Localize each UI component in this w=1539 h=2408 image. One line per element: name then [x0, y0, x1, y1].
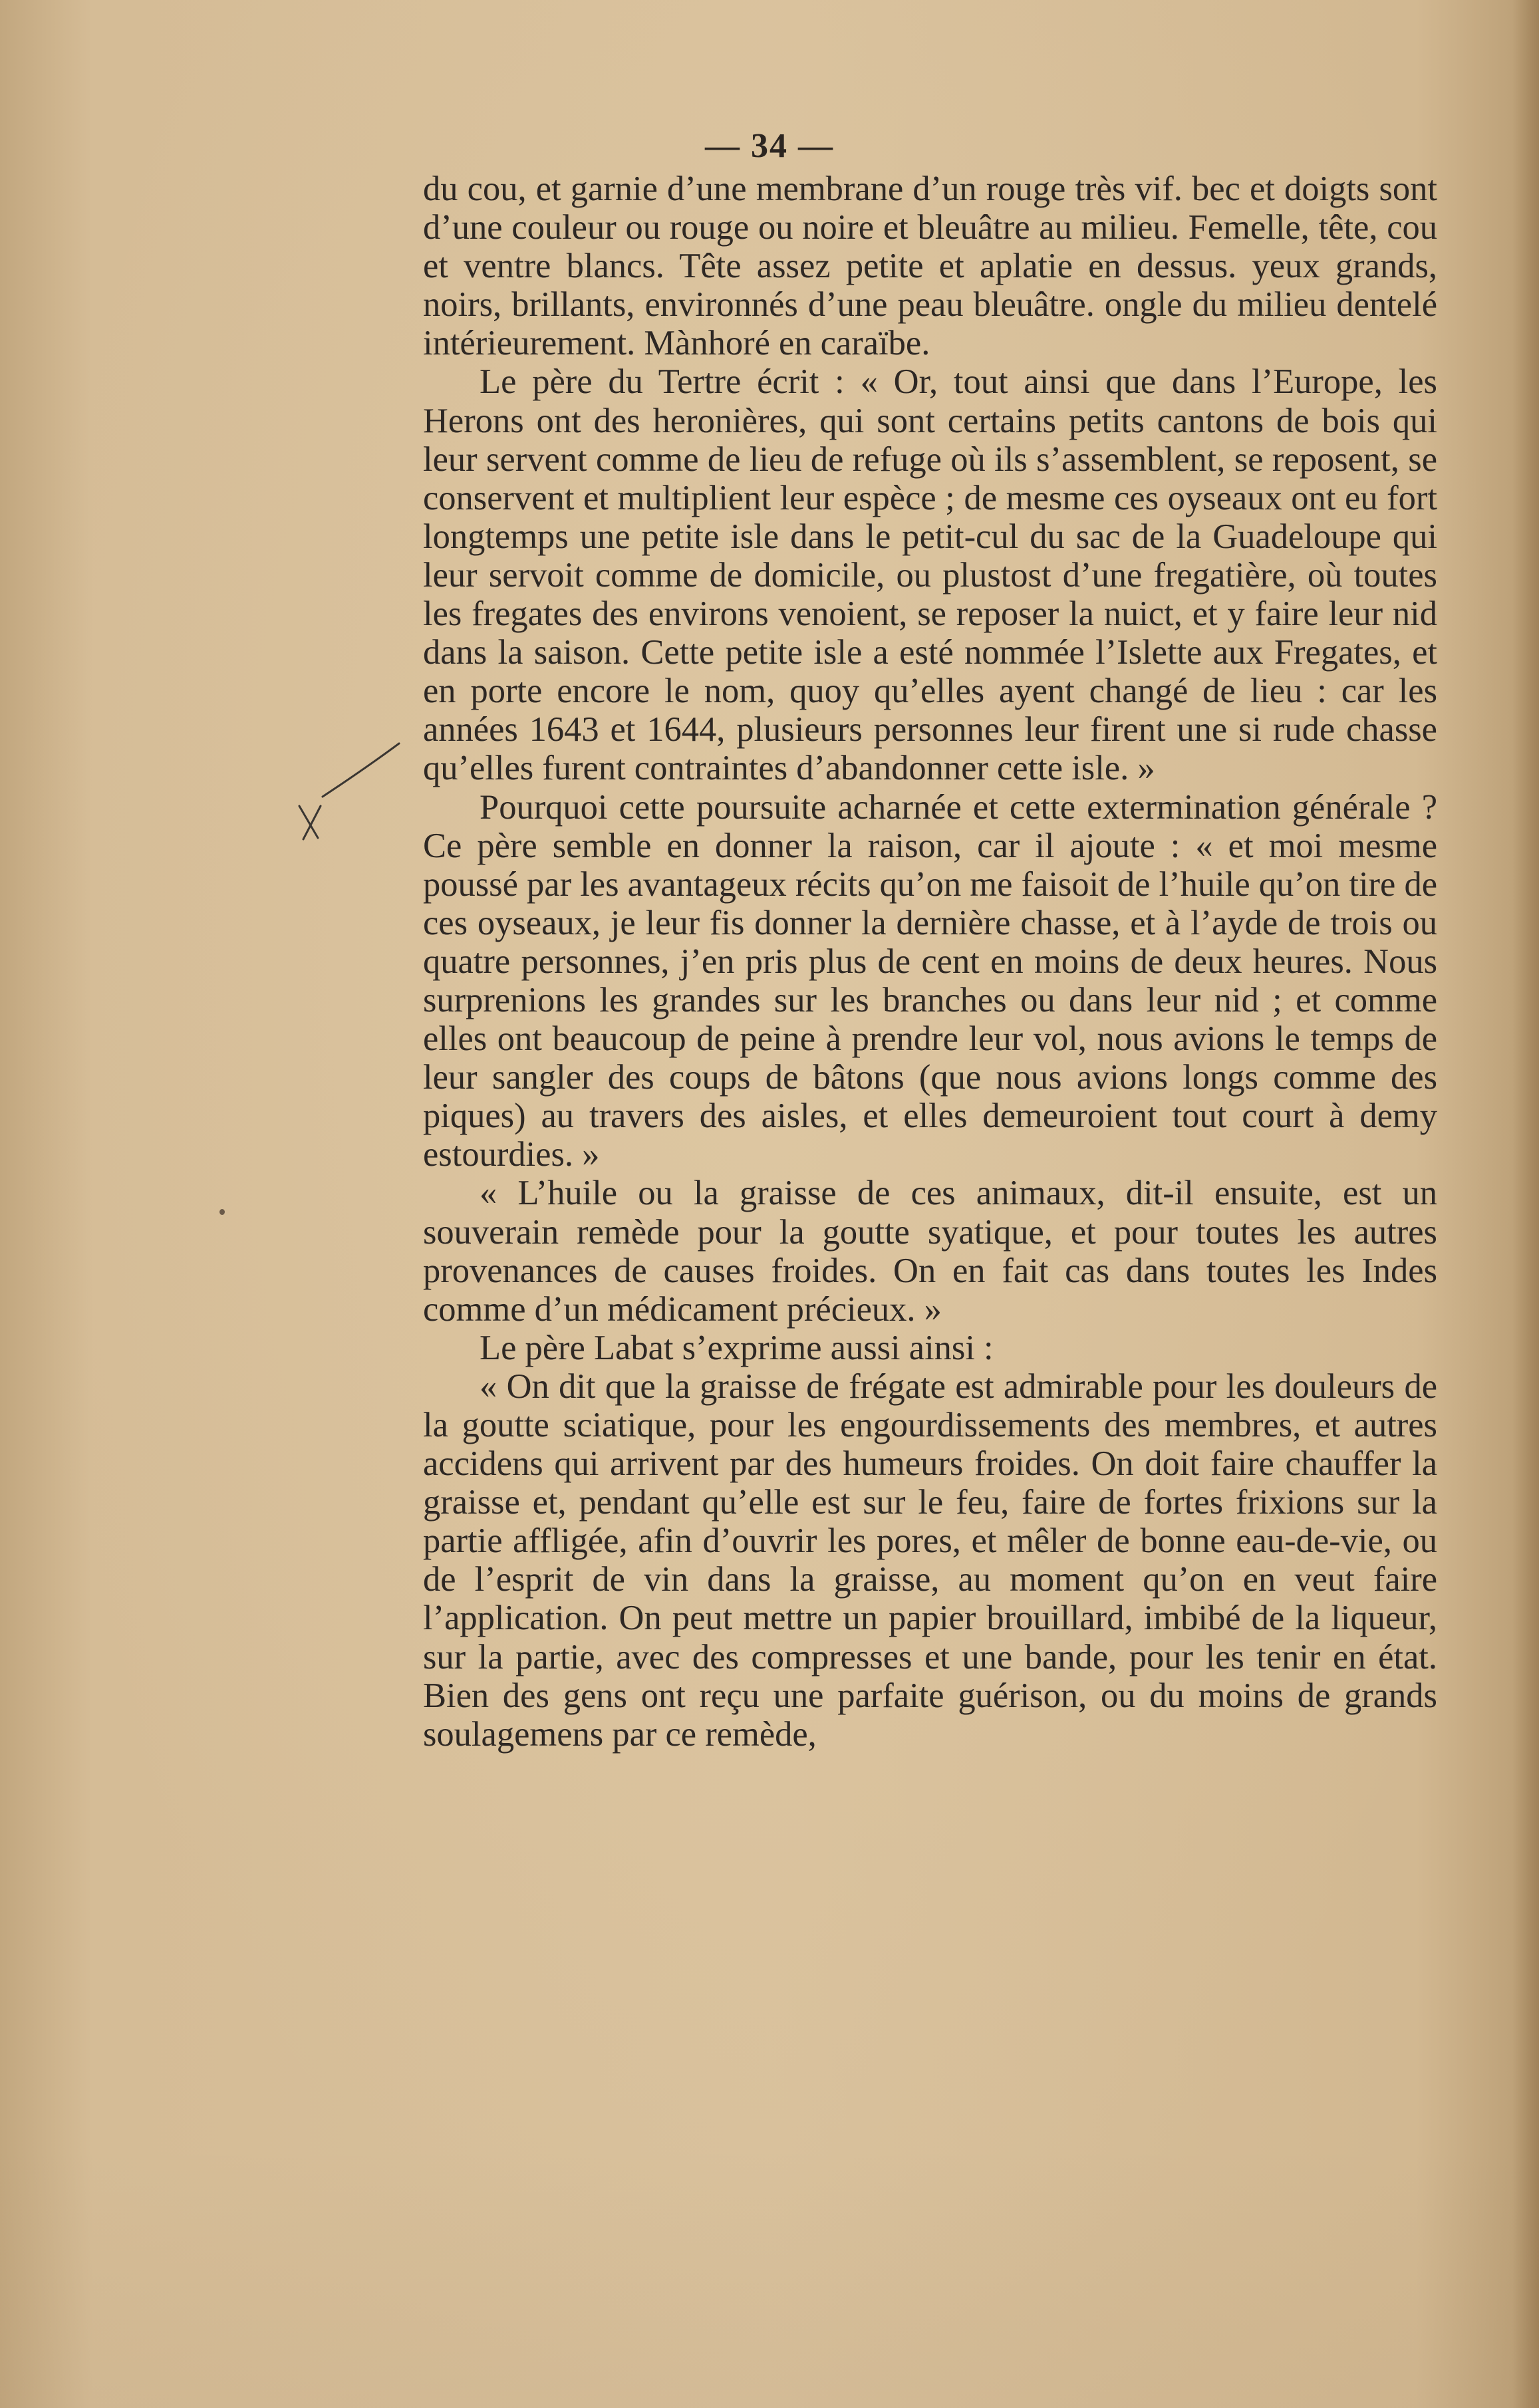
page-number: — 34 — [705, 127, 834, 165]
paragraph-6: « On dit que la graisse de frégate est admirable pour les douleurs de la goutte sciatique, pour les engourdissements des membres, et autres accidens qui arrivent par des humeurs froides. On doit faire chauffer la graisse et, pendant qu’elle est sur le feu, faire de fortes frixions sur la partie affligée, afin d’ouvrir les pores, et mêler de bonne eau-de-vie, ou de l’esprit de vin dans la graisse, au moment qu’on en veut faire l’application. On peut mettre un papier brouillard, imbibé de la liqueur, sur la partie, avec des compresses et une bande, pour les tenir en état. Bien des gens ont reçu une parfaite guérison, ou du moins de grands soulagemens par ce remède, [423, 1367, 1437, 1754]
paragraph-3: Pourquoi cette poursuite acharnée et cette extermination générale ? Ce père semble en donner la raison, car il ajoute : « et moi mesme poussé par les avantageux récits qu’on me faisoit de l’huile qu’on tire de ces oyseaux, je leur fis donner la dernière chasse, et à l’ayde de trois ou quatre personnes, j’en pris plus de cent en moins de deux heures. Nous surprenions les grandes sur les branches ou dans leur nid ; et comme elles ont beaucoup de peine à prendre leur vol, nous avions le temps de leur sangler des coups de bâtons (que nous avions longs comme des piques) au travers des aisles, et elles demeuroient tout court à demy estourdies. » [423, 787, 1437, 1174]
paragraph-4: « L’huile ou la graisse de ces animaux, dit-il ensuite, est un souverain remède pour la goutte syatique, et pour toutes les autres provenances de causes froides. On en fait cas dans toutes les Indes comme d’un médicament précieux. » [423, 1174, 1437, 1329]
paragraph-1: du cou, et garnie d’une membrane d’un rouge très vif. bec et doigts sont d’une couleur ou rouge ou noire et bleuâtre au milieu. Femelle, tête, cou et ventre blancs. Tête assez petite et aplatie en dessus. yeux grands, noirs, brillants, environnés d’une peau bleuâtre. ongle du milieu dentelé intérieurement. Mànhoré en caraïbe. [423, 170, 1437, 363]
paragraph-5: Le père Labat s’exprime aussi ainsi : [480, 1328, 994, 1367]
ink-speck [219, 1209, 225, 1215]
page-bottom-shade [0, 2142, 1539, 2408]
margin-pencil-mark [286, 732, 419, 845]
paragraph-2: Le père du Tertre écrit : « Or, tout ainsi que dans l’Europe, les Herons ont des heronières, qui sont certains petits cantons de bois qui leur servent comme de lieu de refuge où ils s’assemblent, se reposent, se conservent et multiplient leur espèce ; de mesme ces oyseaux ont eu fort longtemps une petite isle dans le petit-cul du sac de la Guadeloupe qui leur servoit comme de domicile, ou plustost d’une fregatière, où toutes les fregates des environs venoient, se reposer la nuict, et y faire leur nid dans la saison. Cette petite isle a esté nommée l’Islette aux Fregates, et en porte encore le nom, quoy qu’elles ayent changé de lieu : car les années 1643 et 1644, plusieurs personnes leur firent une si rude chasse qu’elles furent contraintes d’abandonner cette isle. » [423, 362, 1437, 788]
page-edge-shadow [1512, 0, 1539, 2408]
body-text [423, 170, 1437, 1754]
